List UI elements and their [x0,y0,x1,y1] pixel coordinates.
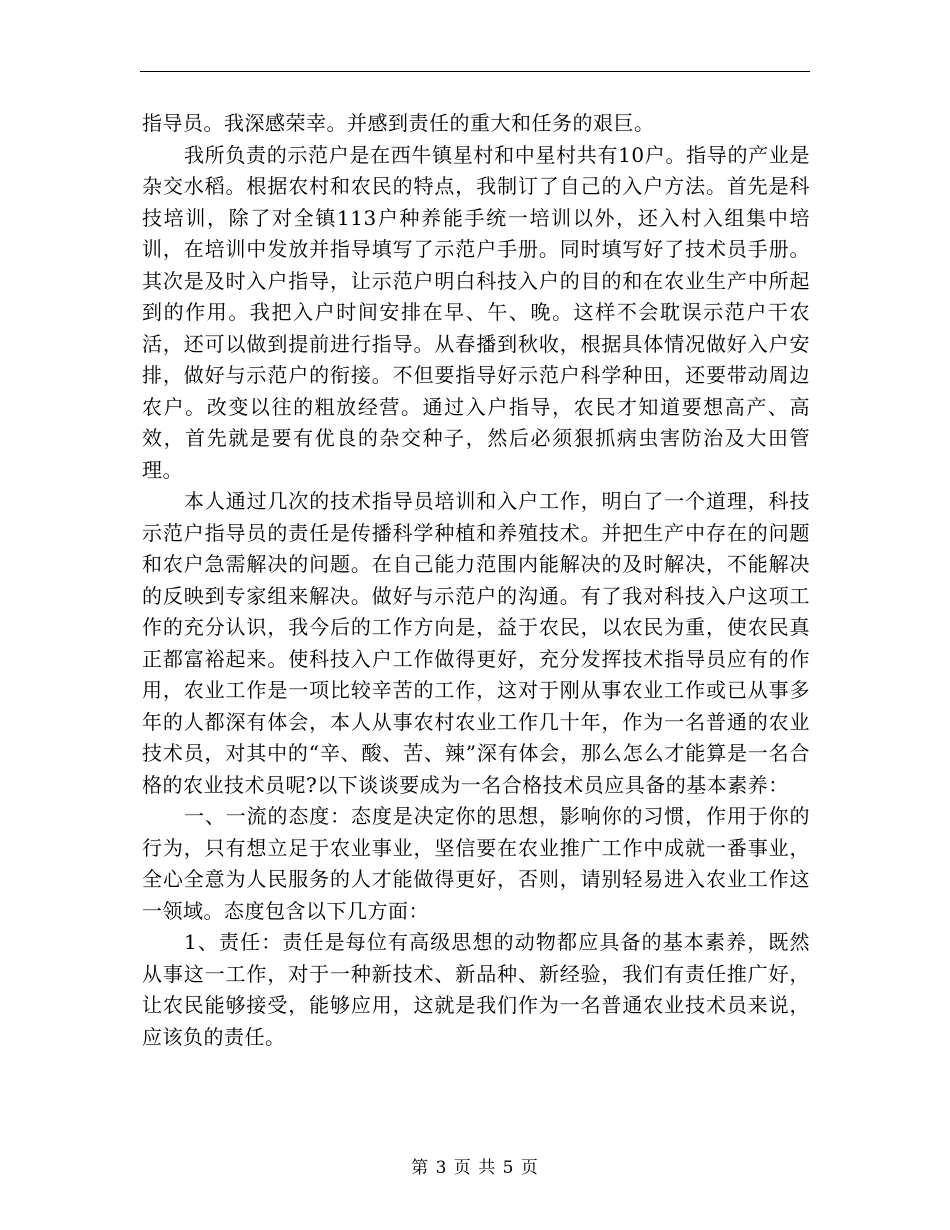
document-body [142,108,810,1053]
paragraph-guide-responsibility: 本人通过几次的技术指导员培训和入户工作，明白了一个道理，科技示范户指导员的责任是传播科学种植和养殖技术。并把生产中存在的问题和农户急需解决的问题。在自己能力范围内能解决的及时解决，不能解决的反映到专家组来解决。做好与示范户的沟通。有了我对科技入户这项工作的充分认识，我今后的工作方向是，益于农民，以农民为重，使农民真正都富裕起来。使科技入户工作做得更好，充分发挥技术指导员应有的作用，农业工作是一项比较辛苦的工作，这对于刚从事农业工作或已从事多年的人都深有体会，本人从事农村农业工作几十年，作为一名普通的农业技术员，对其中的“辛、酸、苦、辣”深有体会，那么怎么才能算是一名合格的农业技术员呢?以下谈谈要成为一名合格技术员应具备的基本素养： [142,489,810,797]
paragraph-demo-households: 我所负责的示范户是在西牛镇星村和中星村共有10户。指导的产业是杂交水稻。根据农村和农民的特点，我制订了自己的入户方法。首先是科技培训，除了对全镇113户种养能手统一培训以外，还入村入组集中培训，在培训中发放并指导填写了示范户手册。同时填写好了技术员手册。其次是及时入户指导，让示范户明白科技入户的目的和在农业生产中所起到的作用。我把入户时间安排在早、午、晚。这样不会耽误示范户干农活，还可以做到提前进行指导。从春播到秋收，根据具体情况做好入户安排，做好与示范户的衔接。不但要指导好示范户科学种田，还要带动周边农户。改变以往的粗放经营。通过入户指导，农民才知道要想高产、高效，首先就是要有优良的杂交种子，然后必须狠抓病虫害防治及大田管理。 [142,142,810,482]
paragraph-attitude: 一、一流的态度：态度是决定你的思想，影响你的习惯，作用于你的行为，只有想立足于农业事业，坚信要在农业推广工作中成就一番事业，全心全意为人民服务的人才能做得更好，否则，请别轻易进入农业工作这一领域。态度包含以下几方面： [142,804,810,923]
paragraph-continuation: 指导员。我深感荣幸。并感到责任的重大和任务的艰巨。 [142,111,655,135]
paragraph-responsibility: 1、责任：责任是每位有高级思想的动物都应具备的基本素养，既然从事这一工作，对于一种新技术、新品种、新经验，我们有责任推广好，让农民能够接受，能够应用，这就是我们作为一名普通农业技术员来说，应该负的责任。 [142,930,810,1049]
page-number-footer: 第 3 页 共 5 页 [411,1158,539,1178]
header-rule [140,71,810,72]
